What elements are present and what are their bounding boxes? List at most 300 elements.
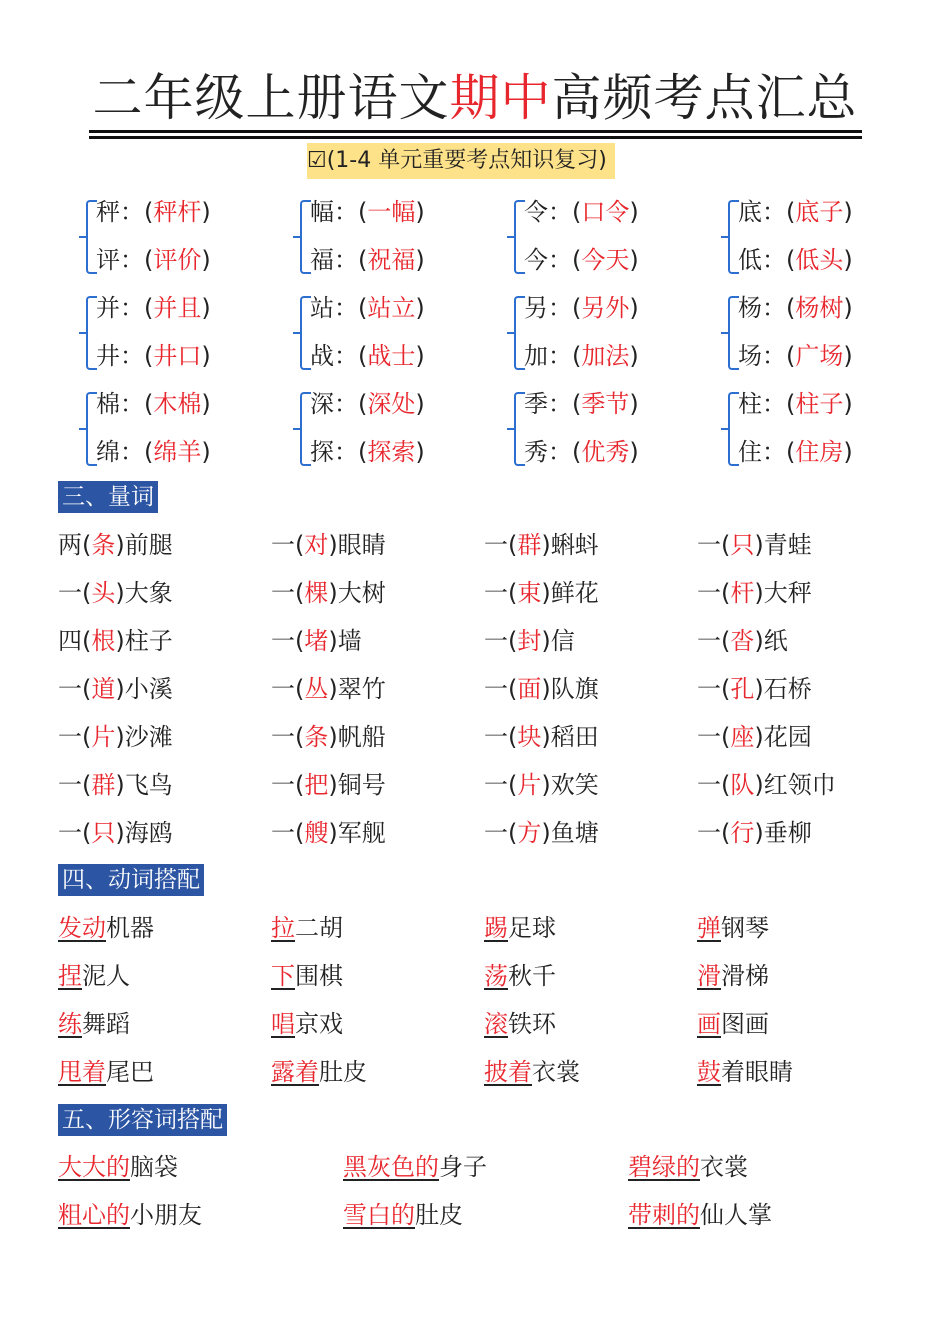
bracket-icon: [728, 200, 739, 274]
measure-word: 座: [730, 723, 755, 751]
adjective-item: [58, 1191, 343, 1239]
page-title: [0, 68, 950, 133]
measure-item: 一(群)飞鸟: [58, 771, 173, 799]
measure-word: 方: [517, 819, 542, 847]
verb-item: [697, 904, 910, 952]
pair-word: 柱子: [795, 390, 844, 418]
measure-item: 一(片)欢笑: [484, 771, 599, 799]
verb-item: [697, 1000, 910, 1048]
verb-object: 秋千: [508, 962, 556, 990]
measure-noun: 铜号: [337, 771, 386, 799]
pair-line: 加：(加法): [524, 342, 639, 370]
measure-item: 一(杆)大秤: [697, 579, 812, 607]
verb-object: 围棋: [295, 962, 343, 990]
section-header-measure-words: 三、量词: [58, 481, 158, 513]
pair-line: 令：(口令): [524, 198, 639, 226]
pair-word: 底子: [795, 198, 844, 226]
pair-word: 一幅: [367, 198, 416, 226]
measure-prefix: 一: [271, 627, 295, 655]
bracket-icon: [514, 296, 525, 370]
measure-word: 把: [304, 771, 329, 799]
measure-item: 一(孔)石桥: [697, 675, 812, 703]
measure-noun: 垂柳: [763, 819, 812, 847]
pair-line: 战：(战士): [310, 342, 425, 370]
pair-char: 探: [310, 438, 334, 466]
adjective-item: [628, 1143, 913, 1191]
verb-item: [271, 1048, 484, 1096]
character-pair: [508, 188, 722, 284]
adjective-noun: 脑袋: [130, 1153, 178, 1181]
verb-word: 唱: [271, 1010, 295, 1038]
measure-word: 群: [517, 531, 542, 559]
measure-item: 四(根)柱子: [58, 627, 173, 655]
verb-word: 露着: [271, 1058, 319, 1086]
measure-row: [58, 569, 918, 617]
verb-item: [697, 1048, 910, 1096]
measure-item: 一(丛)翠竹: [271, 675, 386, 703]
measure-prefix: 一: [58, 675, 82, 703]
character-pair: [294, 284, 508, 380]
pair-word: 口令: [581, 198, 630, 226]
verb-object: 尾巴: [106, 1058, 154, 1086]
pair-word: 深处: [367, 390, 416, 418]
measure-word: 封: [517, 627, 542, 655]
measure-noun: 飞鸟: [124, 771, 173, 799]
adjective-item: [343, 1143, 628, 1191]
adjective-word: 黑灰色的: [343, 1153, 439, 1181]
measure-prefix: 一: [697, 531, 721, 559]
adjective-row: [58, 1191, 918, 1239]
pair-word: 季节: [581, 390, 630, 418]
adjective-row: [58, 1143, 918, 1191]
measure-prefix: 一: [58, 771, 82, 799]
measure-word: 头: [91, 579, 116, 607]
pair-line: 底：(底子): [738, 198, 853, 226]
measure-item: 一(堵)墙: [271, 627, 362, 655]
bracket-icon: [86, 392, 97, 466]
pair-char: 加: [524, 342, 548, 370]
measure-item: 一(只)青蛙: [697, 531, 812, 559]
measure-noun: 军舰: [337, 819, 386, 847]
character-pair: [80, 284, 294, 380]
pair-line: 并：(并且): [96, 294, 211, 322]
pair-char: 秀: [524, 438, 548, 466]
measure-noun: 信: [550, 627, 575, 655]
verb-word: 练: [58, 1010, 82, 1038]
verb-word: 拉: [271, 914, 295, 942]
character-pair: [722, 380, 936, 476]
verb-collocations-grid: [58, 904, 918, 1096]
pair-line: 评：(评价): [96, 246, 211, 274]
verb-word: 鼓: [697, 1058, 721, 1086]
pair-line: 低：(低头): [738, 246, 853, 274]
pair-word: 木棉: [153, 390, 202, 418]
measure-item: 一(队)红领巾: [697, 771, 836, 799]
measure-word: 束: [517, 579, 542, 607]
verb-item: [58, 1048, 271, 1096]
measure-prefix: 两: [58, 531, 82, 559]
section-header-verb-collocations: 四、动词搭配: [58, 864, 204, 896]
measure-word: 队: [730, 771, 755, 799]
verb-item: [697, 952, 910, 1000]
character-pair: [722, 188, 936, 284]
verb-object: 图画: [721, 1010, 769, 1038]
measure-noun: 队旗: [550, 675, 599, 703]
pair-line: 深：(深处): [310, 390, 425, 418]
measure-noun: 蝌蚪: [550, 531, 599, 559]
pair-char: 秤: [96, 198, 120, 226]
measure-noun: 欢笑: [550, 771, 599, 799]
bracket-icon: [300, 392, 311, 466]
pair-char: 福: [310, 246, 334, 274]
measure-noun: 翠竹: [337, 675, 386, 703]
bracket-icon: [86, 296, 97, 370]
pair-word: 秤杆: [153, 198, 202, 226]
verb-item: [271, 952, 484, 1000]
measure-prefix: 一: [484, 771, 508, 799]
adjective-word: 雪白的: [343, 1201, 415, 1229]
verb-word: 下: [271, 962, 295, 990]
pair-row: [80, 284, 940, 380]
measure-word: 沓: [730, 627, 755, 655]
measure-item: 一(群)蝌蚪: [484, 531, 599, 559]
measure-item: 一(行)垂柳: [697, 819, 812, 847]
measure-noun: 花园: [763, 723, 812, 751]
measure-prefix: 一: [484, 819, 508, 847]
measure-prefix: 一: [271, 579, 295, 607]
measure-row: [58, 665, 918, 713]
pair-line: 站：(站立): [310, 294, 425, 322]
pair-line: 柱：(柱子): [738, 390, 853, 418]
adjective-collocations-grid: [58, 1143, 918, 1239]
measure-item: 一(条)帆船: [271, 723, 386, 751]
verb-word: 画: [697, 1010, 721, 1038]
pair-line: 棉：(木棉): [96, 390, 211, 418]
measure-word: 艘: [304, 819, 329, 847]
character-pair: [294, 380, 508, 476]
verb-word: 弹: [697, 914, 721, 942]
pair-word: 祝福: [367, 246, 416, 274]
measure-prefix: 一: [484, 531, 508, 559]
measure-noun: 石桥: [763, 675, 812, 703]
measure-word: 条: [91, 531, 116, 559]
measure-word: 片: [517, 771, 542, 799]
pair-word: 广场: [795, 342, 844, 370]
adjective-noun: 衣裳: [700, 1153, 748, 1181]
subtitle: ☑(1-4 单元重要考点知识复习): [307, 143, 615, 179]
title-part-highlight: 期中: [449, 69, 552, 127]
measure-noun: 稻田: [550, 723, 599, 751]
verb-word: 披着: [484, 1058, 532, 1086]
character-pairs: [80, 188, 940, 476]
character-pair: [508, 284, 722, 380]
measure-item: 一(头)大象: [58, 579, 173, 607]
adjective-noun: 小朋友: [130, 1201, 202, 1229]
measure-word: 条: [304, 723, 329, 751]
section-header-adjective-collocations: 五、形容词搭配: [58, 1104, 227, 1136]
measure-prefix: 一: [58, 819, 82, 847]
verb-item: [271, 904, 484, 952]
measure-row: [58, 713, 918, 761]
measure-item: 一(方)鱼塘: [484, 819, 599, 847]
measure-item: 一(块)稻田: [484, 723, 599, 751]
bracket-icon: [514, 392, 525, 466]
pair-line: 另：(另外): [524, 294, 639, 322]
measure-prefix: 一: [271, 675, 295, 703]
measure-noun: 沙滩: [124, 723, 173, 751]
pair-char: 低: [738, 246, 762, 274]
verb-row: [58, 904, 918, 952]
pair-word: 低头: [795, 246, 844, 274]
measure-row: [58, 617, 918, 665]
pair-word: 优秀: [581, 438, 630, 466]
adjective-item: [628, 1191, 913, 1239]
pair-word: 探索: [367, 438, 416, 466]
measure-item: 一(座)花园: [697, 723, 812, 751]
measure-item: 一(只)海鸥: [58, 819, 173, 847]
measure-word: 对: [304, 531, 329, 559]
pair-line: 绵：(绵羊): [96, 438, 211, 466]
measure-prefix: 一: [484, 723, 508, 751]
measure-word: 片: [91, 723, 116, 751]
measure-word: 行: [730, 819, 755, 847]
measure-word: 道: [91, 675, 116, 703]
measure-prefix: 一: [697, 819, 721, 847]
measure-prefix: 一: [271, 531, 295, 559]
verb-item: [271, 1000, 484, 1048]
measure-words-grid: [58, 521, 918, 857]
measure-word: 丛: [304, 675, 329, 703]
measure-item: 一(对)眼睛: [271, 531, 386, 559]
pair-line: 井：(井口): [96, 342, 211, 370]
measure-noun: 大象: [124, 579, 173, 607]
measure-noun: 前腿: [124, 531, 173, 559]
pair-word: 井口: [153, 342, 202, 370]
pair-char: 评: [96, 246, 120, 274]
measure-noun: 鲜花: [550, 579, 599, 607]
measure-noun: 鱼塘: [550, 819, 599, 847]
verb-object: 足球: [508, 914, 556, 942]
measure-word: 堵: [304, 627, 329, 655]
measure-noun: 纸: [763, 627, 788, 655]
measure-noun: 眼睛: [337, 531, 386, 559]
measure-item: 一(封)信: [484, 627, 575, 655]
verb-item: [484, 904, 697, 952]
verb-object: 二胡: [295, 914, 343, 942]
pair-word: 站立: [367, 294, 416, 322]
character-pair: [80, 188, 294, 284]
measure-noun: 墙: [337, 627, 362, 655]
bracket-icon: [728, 392, 739, 466]
verb-object: 京戏: [295, 1010, 343, 1038]
measure-prefix: 一: [271, 819, 295, 847]
pair-char: 另: [524, 294, 548, 322]
verb-object: 肚皮: [319, 1058, 367, 1086]
measure-word: 只: [91, 819, 116, 847]
pair-row: [80, 380, 940, 476]
verb-object: 泥人: [82, 962, 130, 990]
measure-prefix: 一: [484, 627, 508, 655]
bracket-icon: [728, 296, 739, 370]
measure-prefix: 四: [58, 627, 82, 655]
measure-noun: 帆船: [337, 723, 386, 751]
pair-char: 季: [524, 390, 548, 418]
pair-char: 柱: [738, 390, 762, 418]
verb-word: 荡: [484, 962, 508, 990]
measure-prefix: 一: [271, 723, 295, 751]
measure-noun: 大树: [337, 579, 386, 607]
measure-item: 一(棵)大树: [271, 579, 386, 607]
bracket-icon: [300, 200, 311, 274]
pair-word: 另外: [581, 294, 630, 322]
measure-word: 面: [517, 675, 542, 703]
measure-prefix: 一: [58, 579, 82, 607]
bracket-icon: [86, 200, 97, 274]
measure-word: 群: [91, 771, 116, 799]
pair-char: 战: [310, 342, 334, 370]
verb-object: 舞蹈: [82, 1010, 130, 1038]
pair-line: 幅：(一幅): [310, 198, 425, 226]
verb-object: 机器: [106, 914, 154, 942]
verb-object: 滑梯: [721, 962, 769, 990]
pair-word: 今天: [581, 246, 630, 274]
verb-object: 着眼睛: [721, 1058, 793, 1086]
pair-line: 今：(今天): [524, 246, 639, 274]
measure-prefix: 一: [697, 675, 721, 703]
pair-char: 深: [310, 390, 334, 418]
pair-word: 住房: [795, 438, 844, 466]
measure-row: [58, 761, 918, 809]
measure-item: 一(把)铜号: [271, 771, 386, 799]
title-part-3: 高频考点汇总: [551, 69, 858, 127]
measure-prefix: 一: [697, 579, 721, 607]
pair-char: 今: [524, 246, 548, 274]
verb-item: [58, 904, 271, 952]
verb-object: 衣裳: [532, 1058, 580, 1086]
verb-object: 钢琴: [721, 914, 769, 942]
measure-item: 两(条)前腿: [58, 531, 173, 559]
measure-noun: 小溪: [124, 675, 173, 703]
character-pair: [294, 188, 508, 284]
measure-word: 杆: [730, 579, 755, 607]
verb-row: [58, 1000, 918, 1048]
pair-word: 并且: [153, 294, 202, 322]
verb-word: 发动: [58, 914, 106, 942]
verb-object: 铁环: [508, 1010, 556, 1038]
verb-item: [484, 952, 697, 1000]
pair-char: 住: [738, 438, 762, 466]
verb-word: 滚: [484, 1010, 508, 1038]
pair-line: 场：(广场): [738, 342, 853, 370]
verb-word: 捏: [58, 962, 82, 990]
verb-item: [58, 952, 271, 1000]
measure-item: 一(面)队旗: [484, 675, 599, 703]
pair-word: 评价: [153, 246, 202, 274]
pair-char: 杨: [738, 294, 762, 322]
adjective-word: 大大的: [58, 1153, 130, 1181]
pair-word: 杨树: [795, 294, 844, 322]
adjective-noun: 身子: [439, 1153, 487, 1181]
measure-item: 一(沓)纸: [697, 627, 788, 655]
measure-item: 一(束)鲜花: [484, 579, 599, 607]
pair-line: 季：(季节): [524, 390, 639, 418]
pair-char: 幅: [310, 198, 334, 226]
measure-noun: 红领巾: [763, 771, 836, 799]
measure-word: 棵: [304, 579, 329, 607]
character-pair: [722, 284, 936, 380]
verb-item: [58, 1000, 271, 1048]
title-underlined: [89, 68, 862, 133]
verb-word: 甩着: [58, 1058, 106, 1086]
measure-word: 只: [730, 531, 755, 559]
adjective-word: 碧绿的: [628, 1153, 700, 1181]
pair-row: [80, 188, 940, 284]
measure-prefix: 一: [697, 771, 721, 799]
measure-item: 一(道)小溪: [58, 675, 173, 703]
measure-word: 块: [517, 723, 542, 751]
character-pair: [80, 380, 294, 476]
measure-word: 根: [91, 627, 116, 655]
measure-item: 一(艘)军舰: [271, 819, 386, 847]
verb-word: 滑: [697, 962, 721, 990]
character-pair: [508, 380, 722, 476]
pair-line: 杨：(杨树): [738, 294, 853, 322]
verb-row: [58, 952, 918, 1000]
measure-row: [58, 521, 918, 569]
measure-item: 一(片)沙滩: [58, 723, 173, 751]
measure-prefix: 一: [697, 723, 721, 751]
measure-row: [58, 809, 918, 857]
measure-word: 孔: [730, 675, 755, 703]
bracket-icon: [514, 200, 525, 274]
pair-char: 绵: [96, 438, 120, 466]
measure-prefix: 一: [58, 723, 82, 751]
adjective-noun: 仙人掌: [700, 1201, 772, 1229]
measure-noun: 柱子: [124, 627, 173, 655]
pair-word: 加法: [581, 342, 630, 370]
measure-noun: 海鸥: [124, 819, 173, 847]
pair-char: 场: [738, 342, 762, 370]
adjective-item: [343, 1191, 628, 1239]
pair-word: 绵羊: [153, 438, 202, 466]
pair-char: 底: [738, 198, 762, 226]
measure-prefix: 一: [484, 675, 508, 703]
pair-line: 秀：(优秀): [524, 438, 639, 466]
pair-char: 并: [96, 294, 120, 322]
measure-prefix: 一: [697, 627, 721, 655]
verb-item: [484, 1000, 697, 1048]
pair-line: 住：(住房): [738, 438, 853, 466]
title-part-1: 二年级上册语文: [92, 69, 450, 127]
pair-char: 棉: [96, 390, 120, 418]
measure-noun: 青蛙: [763, 531, 812, 559]
verb-item: [484, 1048, 697, 1096]
verb-row: [58, 1048, 918, 1096]
pair-line: 探：(探索): [310, 438, 425, 466]
verb-word: 踢: [484, 914, 508, 942]
pair-line: 秤：(秤杆): [96, 198, 211, 226]
bracket-icon: [300, 296, 311, 370]
pair-word: 战士: [367, 342, 416, 370]
measure-prefix: 一: [271, 771, 295, 799]
measure-noun: 大秤: [763, 579, 812, 607]
measure-prefix: 一: [484, 579, 508, 607]
adjective-item: [58, 1143, 343, 1191]
pair-char: 站: [310, 294, 334, 322]
adjective-noun: 肚皮: [415, 1201, 463, 1229]
adjective-word: 带刺的: [628, 1201, 700, 1229]
pair-line: 福：(祝福): [310, 246, 425, 274]
